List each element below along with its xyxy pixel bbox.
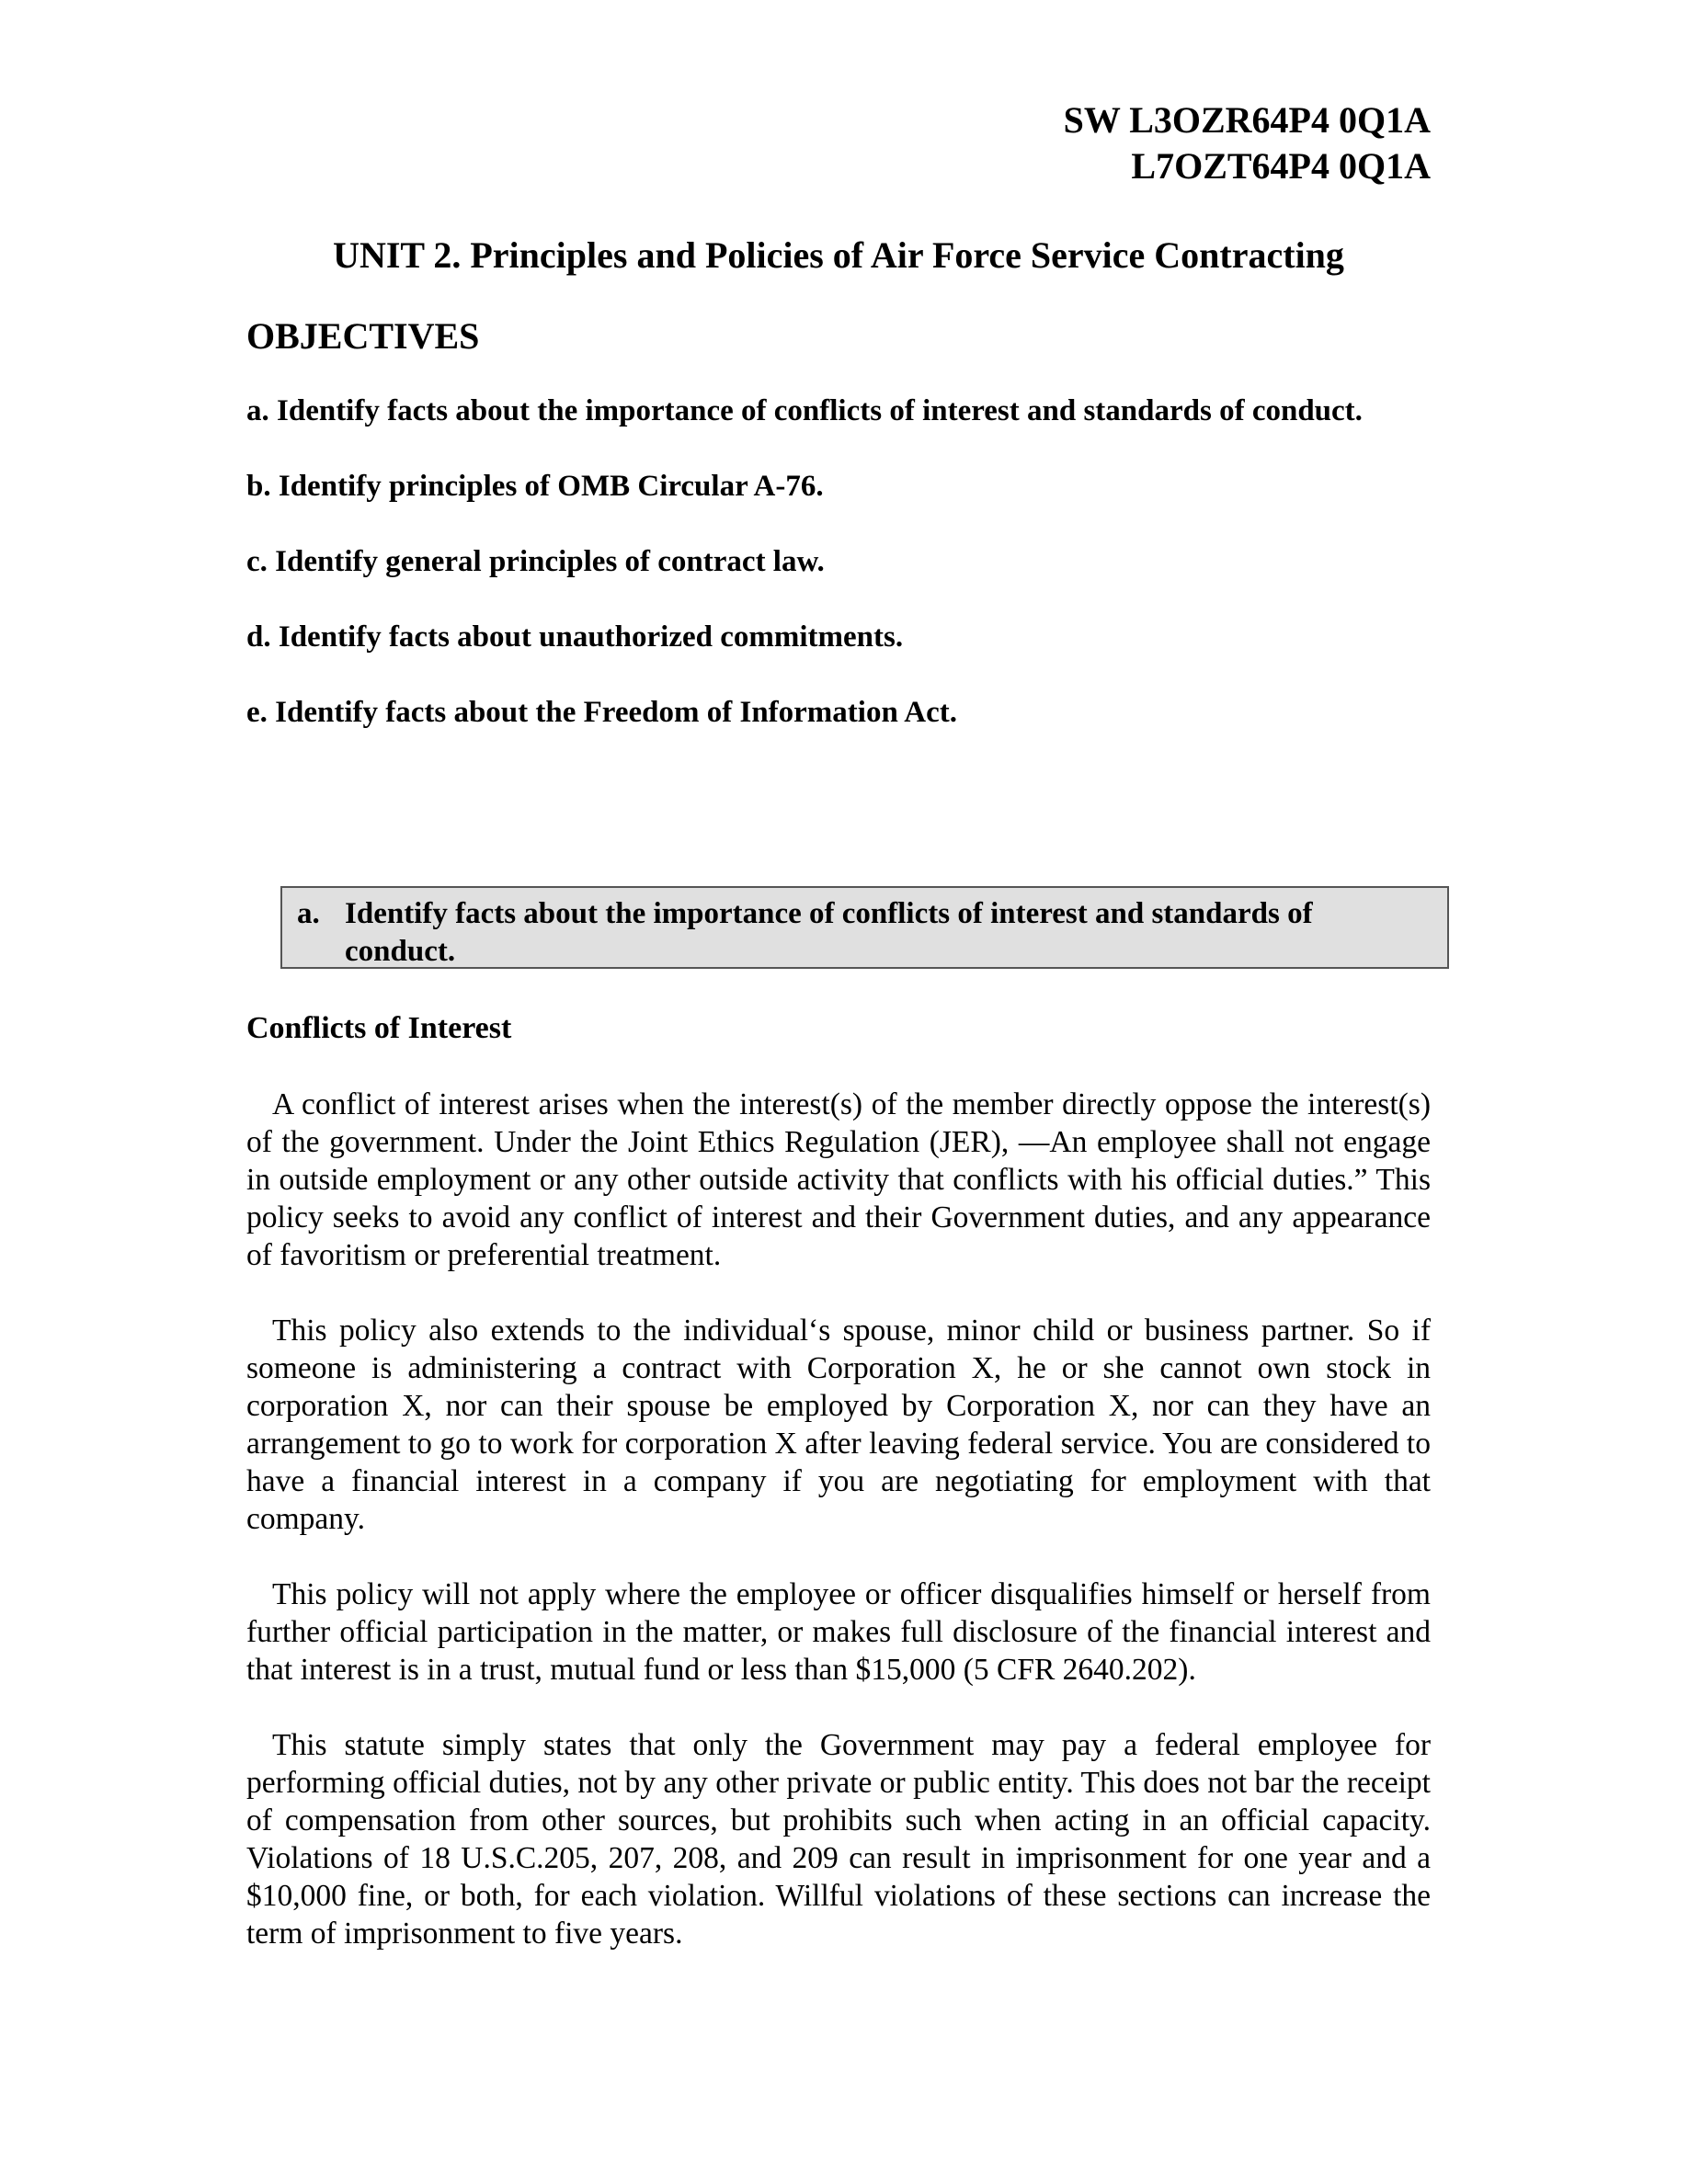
body-paragraphs	[246, 1086, 1431, 1990]
paragraph-2: This policy also extends to the individual‘s spouse, minor child or business partner. So if someone is administering a contract with Corporation X, he or she cannot own stock in corporation X, nor can their spouse be employed by Corporation X, nor can they have an arrangement to go to work for corporation X after leaving federal service. You are considered to have a financial interest in a company if you are negotiating for employment with that company.	[246, 1314, 1431, 1536]
objective-item-c: c. Identify general principles of contract law.	[246, 545, 825, 578]
objective-item-e: e. Identify facts about the Freedom of Information Act.	[246, 696, 957, 729]
objective-callout-box	[280, 886, 1449, 969]
unit-title: UNIT 2. Principles and Policies of Air Force Service Contracting	[333, 234, 1344, 276]
course-codes	[1064, 97, 1431, 189]
objectives-heading: OBJECTIVES	[246, 315, 480, 357]
objective-callout-text: Identify facts about the importance of conflicts of interest and standards of conduct.	[345, 897, 1313, 968]
paragraph-1: A conflict of interest arises when the interest(s) of the member directly oppose the interest(s) of the government. Under the Joint Ethics Regulation (JER), ―An employee shall not engage in outside employment or any other outside activity that conflicts with his official duties.” This policy seeks to avoid any conflict of interest and their Government duties, and any appearance of favoritism or preferential treatment.	[246, 1087, 1431, 1272]
objectives-list	[246, 392, 1377, 769]
objective-item-d: d. Identify facts about unauthorized commitments.	[246, 620, 904, 654]
paragraph-4: This statute simply states that only the Government may pay a federal employee for performing official duties, not by any other private or public entity. This does not bar the receipt of compensation from other sources, but prohibits such when acting in an official capacity. Violations of 18 U.S.C.205, 207, 208, and 209 can result in imprisonment for one year and a $10,000 fine, or both, for each violation. Willful violations of these sections can increase the term of imprisonment to five years.	[246, 1728, 1431, 1951]
objective-callout-letter: a.	[297, 897, 320, 930]
objective-item-a: a. Identify facts about the importance of conflicts of interest and standards of conduct.	[246, 394, 1363, 427]
section-heading: Conflicts of Interest	[246, 1011, 512, 1045]
objective-item-b: b. Identify principles of OMB Circular A-76.	[246, 470, 824, 503]
paragraph-3: This policy will not apply where the employee or officer disqualifies himself or herself from further official participation in the matter, or makes full disclosure of the financial interest and that interest is in a trust, mutual fund or less than $15,000 (5 CFR 2640.202).	[246, 1577, 1431, 1687]
course-code-line-1: SW L3OZR64P4 0Q1A	[1063, 99, 1431, 141]
course-code-line-2: L7OZT64P4 0Q1A	[1131, 145, 1431, 187]
